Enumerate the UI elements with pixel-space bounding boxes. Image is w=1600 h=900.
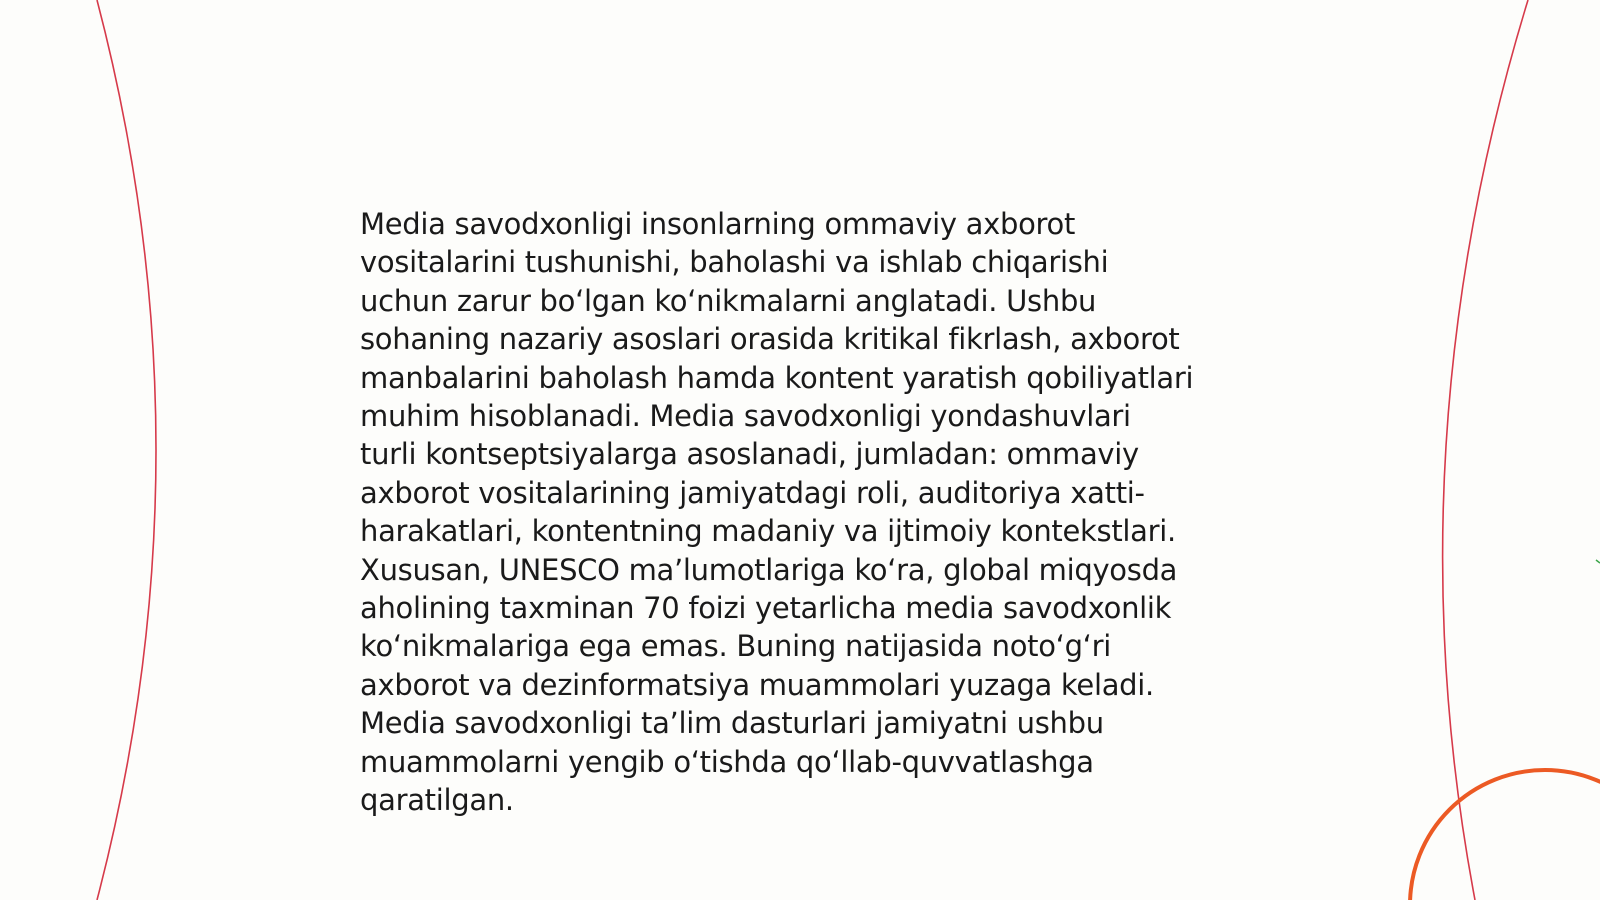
- paragraph-line: qaratilgan.: [360, 783, 514, 818]
- paragraph-line: aholining taxminan 70 foizi yetarlicha media savodxonlik: [360, 591, 1172, 626]
- green-accent-mark: [1596, 560, 1600, 563]
- paragraph-line: axborot vositalarining jamiyatdagi roli, auditoriya xatti-: [360, 475, 1145, 510]
- paragraph-line: muhim hisoblanadi. Media savodxonligi yondashuvlari: [360, 399, 1131, 434]
- paragraph-line: manbalarini baholash hamda kontent yaratish qobiliyatlari: [360, 360, 1194, 395]
- paragraph-line: muammolarni yengib o‘tishda qo‘llab-quvvatlashga: [360, 744, 1094, 779]
- body-paragraph: [360, 205, 1260, 820]
- right-curve-line: [1443, 0, 1528, 900]
- paragraph-line: Media savodxonligi insonlarning ommaviy axborot: [360, 207, 1076, 241]
- left-curve-line: [97, 0, 156, 900]
- orange-circle-arc: [1410, 770, 1600, 900]
- paragraph-line: uchun zarur bo‘lgan ko‘nikmalarni anglatadi. Ushbu: [360, 283, 1097, 318]
- paragraph-line: vositalarini tushunishi, baholashi va ishlab chiqarishi: [360, 245, 1109, 280]
- paragraph-line: turli kontseptsiyalarga asoslanadi, jumladan: ommaviy: [360, 437, 1139, 472]
- paragraph-line: axborot va dezinformatsiya muammolari yuzaga keladi.: [360, 667, 1154, 702]
- paragraph-line: Xususan, UNESCO ma’lumotlariga ko‘ra, global miqyosda: [360, 552, 1178, 587]
- paragraph-line: sohaning nazariy asoslari orasida kritikal fikrlash, axborot: [360, 322, 1180, 357]
- paragraph-line: Media savodxonligi ta’lim dasturlari jamiyatni ushbu: [360, 706, 1104, 741]
- paragraph-line: ko‘nikmalariga ega emas. Buning natijasida noto‘g‘ri: [360, 629, 1111, 664]
- paragraph-line: harakatlari, kontentning madaniy va ijtimoiy kontekstlari.: [360, 514, 1176, 549]
